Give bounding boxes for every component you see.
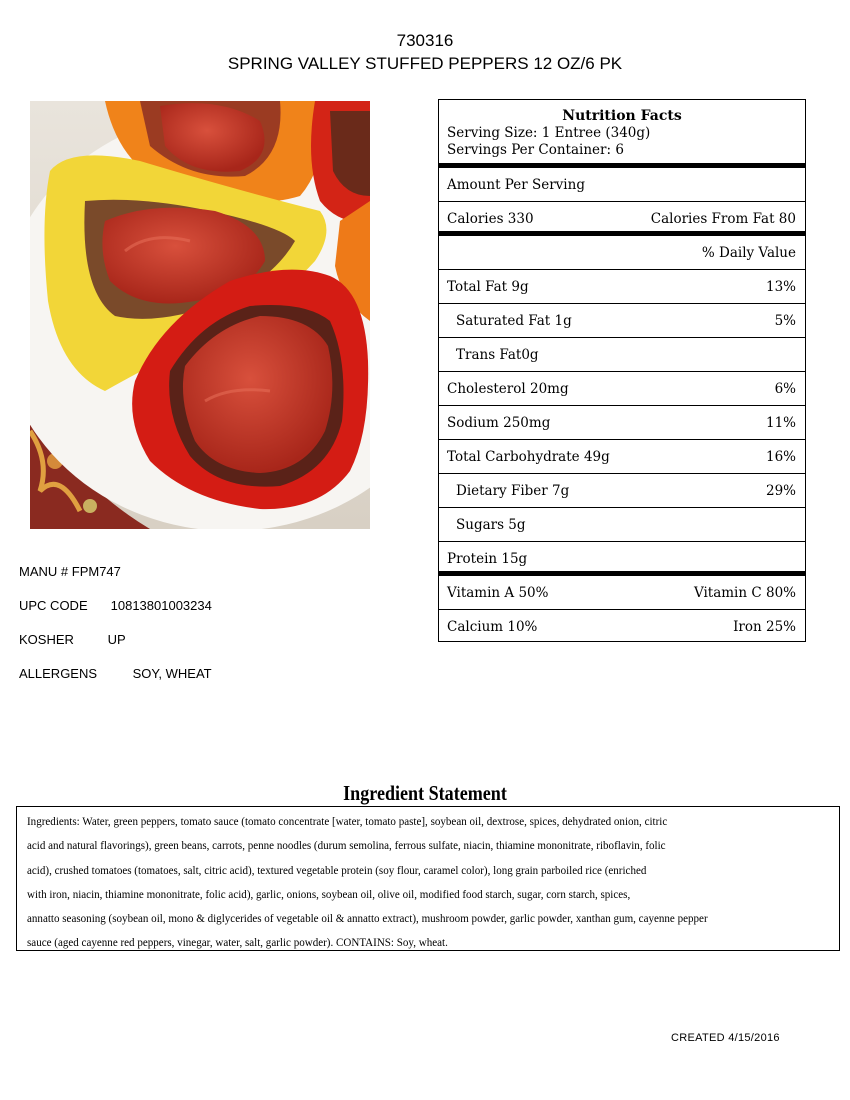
saturated-fat-dv: 5% (774, 313, 796, 329)
nutrition-row (439, 508, 805, 542)
sodium: Sodium 250mg (447, 415, 551, 431)
product-photo (30, 101, 370, 529)
ingredient-statement-box (16, 806, 840, 951)
nutrition-row (439, 542, 805, 576)
dietary-fiber-dv: 29% (765, 483, 796, 499)
nutrition-row (439, 270, 805, 304)
total-carbohydrate: Total Carbohydrate 49g (447, 449, 610, 465)
dietary-fiber: Dietary Fiber 7g (456, 483, 570, 499)
nutrition-row (439, 474, 805, 508)
allergens-line (19, 666, 212, 681)
iron: Iron 25% (733, 619, 796, 635)
kosher-label: KOSHER (19, 632, 74, 647)
calcium: Calcium 10% (447, 619, 538, 635)
product-title: SPRING VALLEY STUFFED PEPPERS 12 OZ/6 PK (227, 54, 623, 73)
ingredient-line: annatto seasoning (soybean oil, mono & diglycerides of vegetable oil & annatto extract), mushroom powder, garlic powder, xanthan gum, cayenne pepper (27, 911, 708, 926)
manu-label: MANU # (19, 564, 69, 579)
nutrition-row (439, 610, 805, 644)
cholesterol: Cholesterol 20mg (447, 381, 569, 397)
created-date: CREATED 4/15/2016 (671, 1032, 780, 1044)
ingredient-line: with iron, niacin, thiamine mononitrate, folic acid), garlic, onions, soybean oil, olive oil, modified food starch, sugar, corn starch, spices, (27, 886, 631, 901)
nutrition-row (439, 372, 805, 406)
product-code: 730316 (396, 31, 454, 50)
ingredient-line: sauce (aged cayenne red peppers, vinegar, water, salt, garlic powder). CONTAINS: Soy, wheat. (27, 935, 448, 950)
nutrition-row (439, 236, 805, 270)
nutrition-header (439, 100, 805, 168)
nutrition-row (439, 304, 805, 338)
calories: Calories 330 (447, 211, 534, 227)
nutrition-row (439, 440, 805, 474)
amount-per-serving: Amount Per Serving (447, 177, 585, 193)
upc-value: 10813801003234 (110, 598, 212, 613)
nutrition-row (439, 338, 805, 372)
manu-value: FPM747 (71, 564, 121, 579)
daily-value-header: % Daily Value (701, 245, 796, 261)
allergens-label: ALLERGENS (19, 666, 98, 681)
saturated-fat: Saturated Fat 1g (456, 313, 572, 329)
nutrition-row (439, 168, 805, 202)
total-fat: Total Fat 9g (447, 279, 529, 295)
nutrition-title: Nutrition Facts (562, 108, 682, 124)
allergens-value: SOY, WHEAT (132, 666, 212, 681)
calories-from-fat: Calories From Fat 80 (650, 211, 796, 227)
manu-line (19, 564, 121, 579)
ingredient-line: acid), crushed tomatoes (tomatoes, salt, citric acid), textured vegetable protein (soy flour, caramel color), long grain parboiled rice (enriched (27, 862, 647, 877)
serving-size: Serving Size: 1 Entree (340g) (447, 125, 651, 141)
kosher-value: UP (107, 632, 126, 647)
protein: Protein 15g (447, 551, 528, 567)
kosher-line (19, 632, 126, 647)
sugars: Sugars 5g (456, 517, 526, 533)
nutrition-facts-panel (438, 99, 806, 642)
nutrition-row (439, 202, 805, 236)
trans-fat: Trans Fat0g (456, 347, 539, 363)
nutrition-row (439, 406, 805, 440)
upc-label: UPC CODE (19, 598, 88, 613)
ingredient-line: acid and natural flavorings), green beans, carrots, penne noodles (durum semolina, ferrous sulfate, niacin, thiamine mononitrate, riboflavin, folic (27, 838, 666, 853)
vitamin-a: Vitamin A 50% (447, 585, 549, 601)
sodium-dv: 11% (765, 415, 796, 431)
nutrition-row (439, 576, 805, 610)
servings-per-container: Servings Per Container: 6 (447, 142, 624, 158)
vitamin-c: Vitamin C 80% (693, 585, 796, 601)
upc-line (19, 598, 212, 613)
cholesterol-dv: 6% (774, 381, 796, 397)
total-carbohydrate-dv: 16% (765, 449, 796, 465)
ingredient-statement-title: Ingredient Statement (343, 781, 507, 805)
total-fat-dv: 13% (765, 279, 796, 295)
ingredient-line: Ingredients: Water, green peppers, tomato sauce (tomato concentrate [water, tomato paste], soybean oil, dextrose, spices, dehydrated onion, citric (27, 814, 668, 828)
